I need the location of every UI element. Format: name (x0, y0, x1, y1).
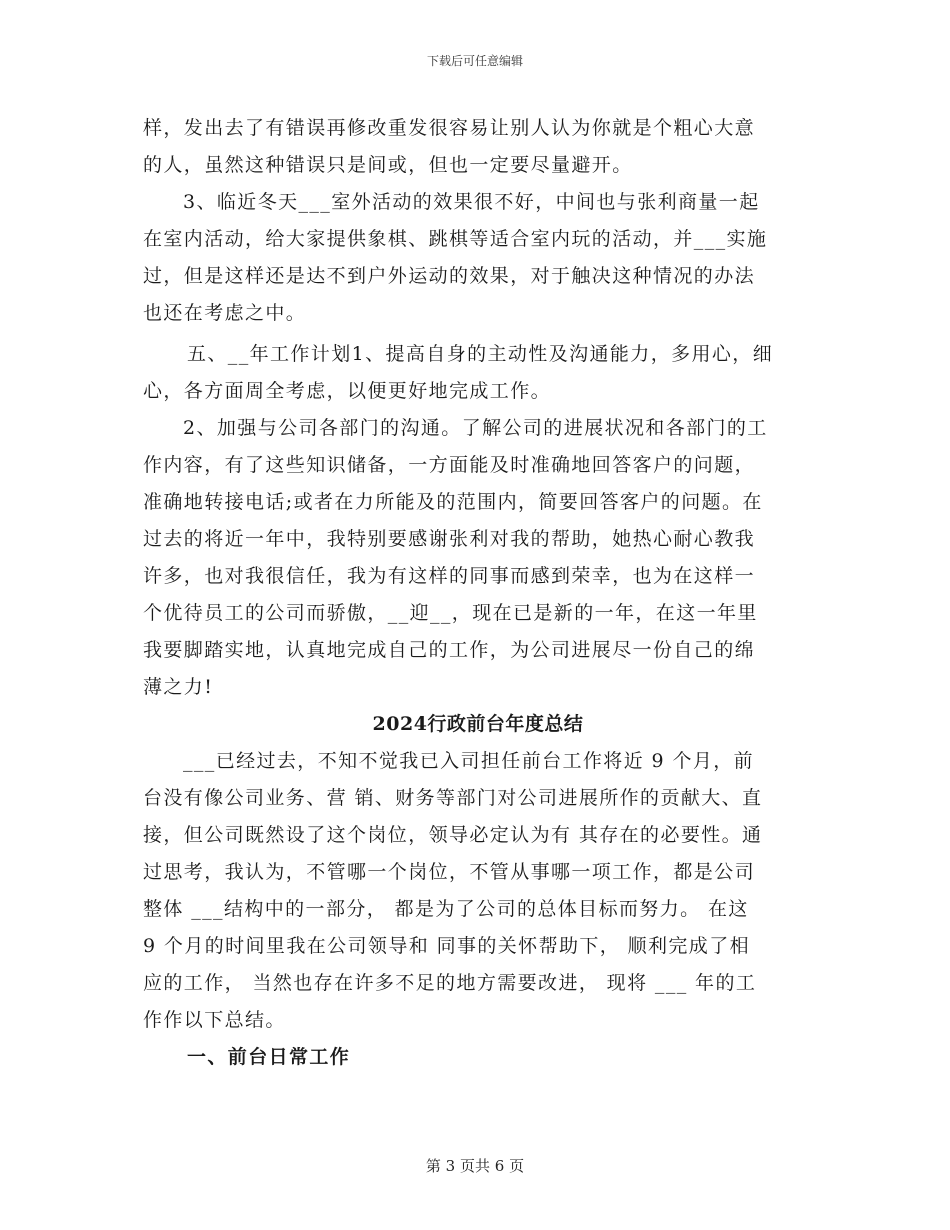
paragraph-line: 薄之力! (143, 676, 214, 698)
paragraph-line: 过，但是这样还是达不到户外运动的效果，对于触决这种情况的办法 (143, 265, 756, 287)
document-body (143, 110, 813, 1076)
paragraph-line: 接，但公司既然设了这个岗位，领导必定认为有 其存在的必要性。通 (143, 824, 763, 846)
paragraph-line: 作作以下总结。 (143, 1009, 286, 1031)
paragraph-line: 2、加强与公司各部门的沟通。了解公司的进展状况和各部门的工 (183, 417, 768, 439)
paragraph-line: 心，各方面周全考虑，以便更好地完成工作。 (143, 380, 552, 402)
paragraph-line: 个优待员工的公司而骄傲，__迎__，现在已是新的一年，在这一年里 (143, 602, 758, 624)
section-title: 2024行政前台年度总结 (372, 713, 584, 735)
paragraph-line: 应的工作， 当然也存在许多不足的地方需要改进， 现将 ___ 年的工 (143, 972, 757, 994)
paragraph-line: 的人，虽然这种错误只是间或，但也一定要尽量避开。 (143, 154, 633, 176)
paragraph-line: 3、临近冬天___室外活动的效果很不好，中间也与张利商量一起 (183, 191, 760, 213)
page-number: 第 3 页共 6 页 (425, 1157, 525, 1175)
section-heading: 一、前台日常工作 (187, 1046, 351, 1068)
paragraph-line: 作内容，有了这些知识储备，一方面能及时准确地回答客户的问题， (143, 454, 756, 476)
paragraph-line: 五、__年工作计划1、提高自身的主动性及沟通能力，多用心，细 (187, 343, 774, 365)
page-header-note: 下载后可任意编辑 (426, 54, 523, 68)
paragraph-line: ___已经过去，不知不觉我已入司担任前台工作将近 9 个月，前 (183, 750, 755, 772)
paragraph-line: 过去的将近一年中，我特别要感谢张利对我的帮助，她热心耐心教我 (143, 528, 756, 550)
paragraph-line: 许多，也对我很信任，我为有这样的同事而感到荣幸，也为在这样一 (143, 565, 756, 587)
paragraph-line: 在室内活动，给大家提供象棋、跳棋等适合室内玩的活动，并___实施 (143, 228, 768, 250)
paragraph-line: 9 个月的时间里我在公司领导和 同事的关怀帮助下， 顺利完成了相 (143, 935, 751, 957)
paragraph-line: 样，发出去了有错误再修改重发很容易让别人认为你就是个粗心大意 (143, 117, 756, 139)
paragraph-line: 我要脚踏实地，认真地完成自己的工作，为公司进展尽一份自己的绵 (143, 639, 756, 661)
paragraph-line: 准确地转接电话;或者在力所能及的范围内，简要回答客户的问题。在 (143, 491, 763, 513)
paragraph-line: 台没有像公司业务、营 销、财务等部门对公司进展所作的贡献大、直 (143, 787, 763, 809)
paragraph-line: 也还在考虑之中。 (143, 302, 307, 324)
paragraph-line: 过思考，我认为，不管哪一个岗位，不管从事哪一项工作，都是公司 (143, 861, 756, 883)
paragraph-line: 整体 ___结构中的一部分， 都是为了公司的总体目标而努力。 在这 (143, 898, 749, 920)
